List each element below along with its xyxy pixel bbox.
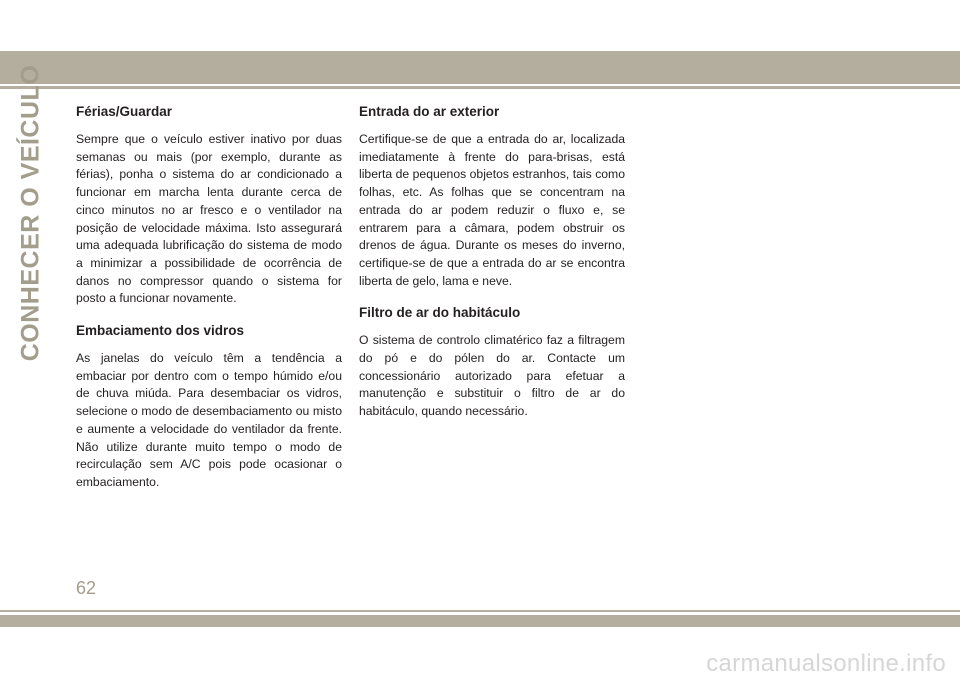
watermark: carmanualsonline.info bbox=[706, 650, 946, 677]
paragraph-embaciamento: As janelas do veículo têm a tendência a embaciar por dentro com o tempo húmido e/ou de chuva miúda. Para desembaciar os vidros, selecione o modo de desembaciamento ou misto e aumente a velocidade do ventilador da frente. Não utilize durante muito tempo o modo de recirculação sem A/C pois pode ocasionar o embaciamento. bbox=[76, 351, 342, 489]
header-rule bbox=[0, 86, 960, 89]
heading-embaciamento: Embaciamento dos vidros bbox=[76, 323, 245, 339]
paragraph-ferias-guardar: Sempre que o veículo estiver inativo por duas semanas ou mais (por exemplo, durante as férias), ponha o sistema do ar condicionado a funcionar em marcha lenta durante cerca de cinco minutos no ar fresco e o ventilador na posição de velocidade máxima. Isto assegurará uma adequada lubrificação do sistema de modo a minimizar a possibilidade de ocorrência de danos no compressor quando o sistema for posto a funcionar novamente. bbox=[76, 132, 342, 306]
heading-ferias-guardar: Férias/Guardar bbox=[76, 104, 173, 119]
paragraph-entrada-ar: Certifique-se de que a entrada do ar, localizada imediatamente à frente do para-brisas, está liberta de pequenos objetos estranhos, tais como folhas, etc. As folhas que se concentram na entrada do ar podem reduzir o fluxo e, se entrarem para a câmara, podem obstruir os drenos de água. Durante os meses do inverno, certifique-se de que a entrada do ar se encontra liberta de gelo, lama e neve. bbox=[359, 132, 625, 288]
header-band bbox=[0, 51, 960, 84]
section-tab-label: CONHECER O VEÍCULO bbox=[16, 64, 45, 362]
page-number: 62 bbox=[76, 578, 97, 598]
footer-band bbox=[0, 615, 960, 627]
footer-rule bbox=[0, 610, 960, 612]
section-tab bbox=[0, 64, 62, 362]
paragraph-filtro-ar: O sistema de controlo climatérico faz a filtragem do pó e do pólen do ar. Contacte um concessionário autorizado para efetuar a manutenção e substituir o filtro de ar do habitáculo, quando necessário. bbox=[359, 333, 625, 419]
right-column bbox=[359, 103, 625, 435]
left-column bbox=[76, 103, 342, 506]
heading-filtro-ar: Filtro de ar do habitáculo bbox=[359, 305, 521, 321]
heading-entrada-ar: Entrada do ar exterior bbox=[359, 104, 500, 119]
